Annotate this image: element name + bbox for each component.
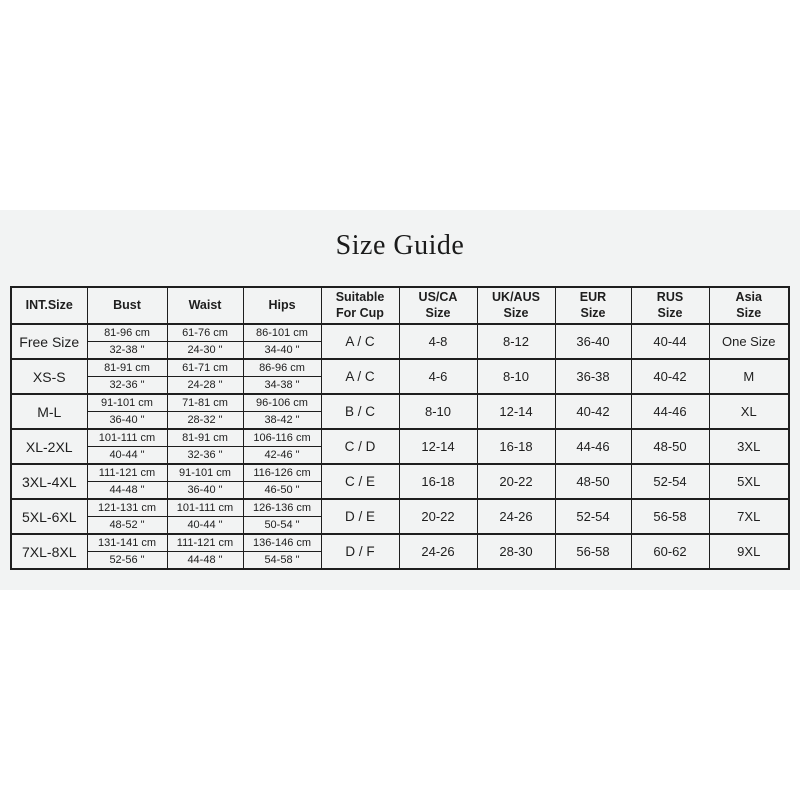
bust-inch-cell: 40-44 "	[87, 447, 167, 465]
ukaus-size-cell: 12-14	[477, 394, 555, 429]
table-row	[11, 324, 789, 342]
hips-inch-cell: 50-54 "	[243, 517, 321, 535]
size-table	[10, 286, 790, 570]
ukaus-size-cell: 24-26	[477, 499, 555, 534]
asia-size-cell: One Size	[709, 324, 789, 359]
asia-size-cell: XL	[709, 394, 789, 429]
hips-inch-cell: 34-38 "	[243, 377, 321, 395]
eur-size-cell: 56-58	[555, 534, 631, 569]
int-size-cell: M-L	[11, 394, 87, 429]
cup-cell: A / C	[321, 324, 399, 359]
eur-size-cell: 40-42	[555, 394, 631, 429]
waist-cm-cell: 61-76 cm	[167, 324, 243, 342]
eur-size-cell: 52-54	[555, 499, 631, 534]
rus-size-cell: 48-50	[631, 429, 709, 464]
cup-cell: A / C	[321, 359, 399, 394]
waist-cm-cell: 101-111 cm	[167, 499, 243, 517]
usca-size-cell: 24-26	[399, 534, 477, 569]
bust-inch-cell: 44-48 "	[87, 482, 167, 500]
hips-inch-cell: 46-50 "	[243, 482, 321, 500]
rus-size-cell: 52-54	[631, 464, 709, 499]
cup-cell: D / E	[321, 499, 399, 534]
waist-cm-cell: 111-121 cm	[167, 534, 243, 552]
rus-size-cell: 60-62	[631, 534, 709, 569]
table-row	[11, 464, 789, 482]
int-size-cell: Free Size	[11, 324, 87, 359]
size-guide-panel	[0, 210, 800, 590]
bust-cm-cell: 81-91 cm	[87, 359, 167, 377]
hips-inch-cell: 54-58 "	[243, 552, 321, 570]
int-size-cell: 3XL-4XL	[11, 464, 87, 499]
cup-cell: B / C	[321, 394, 399, 429]
hips-cm-cell: 96-106 cm	[243, 394, 321, 412]
asia-size-cell: 7XL	[709, 499, 789, 534]
waist-inch-cell: 44-48 "	[167, 552, 243, 570]
bust-inch-cell: 52-56 "	[87, 552, 167, 570]
bust-cm-cell: 101-111 cm	[87, 429, 167, 447]
hips-cm-cell: 106-116 cm	[243, 429, 321, 447]
table-row	[11, 534, 789, 552]
usca-size-cell: 4-8	[399, 324, 477, 359]
column-header: Hips	[243, 287, 321, 324]
bust-cm-cell: 91-101 cm	[87, 394, 167, 412]
eur-size-cell: 44-46	[555, 429, 631, 464]
hips-cm-cell: 86-101 cm	[243, 324, 321, 342]
ukaus-size-cell: 8-12	[477, 324, 555, 359]
column-header: Suitable For Cup	[321, 287, 399, 324]
bust-cm-cell: 121-131 cm	[87, 499, 167, 517]
table-row	[11, 394, 789, 412]
ukaus-size-cell: 20-22	[477, 464, 555, 499]
int-size-cell: XS-S	[11, 359, 87, 394]
ukaus-size-cell: 16-18	[477, 429, 555, 464]
int-size-cell: 5XL-6XL	[11, 499, 87, 534]
usca-size-cell: 4-6	[399, 359, 477, 394]
waist-inch-cell: 36-40 "	[167, 482, 243, 500]
column-header: RUS Size	[631, 287, 709, 324]
hips-cm-cell: 136-146 cm	[243, 534, 321, 552]
ukaus-size-cell: 28-30	[477, 534, 555, 569]
column-header: Waist	[167, 287, 243, 324]
hips-cm-cell: 116-126 cm	[243, 464, 321, 482]
bust-inch-cell: 36-40 "	[87, 412, 167, 430]
hips-inch-cell: 42-46 "	[243, 447, 321, 465]
bust-cm-cell: 131-141 cm	[87, 534, 167, 552]
waist-inch-cell: 24-28 "	[167, 377, 243, 395]
usca-size-cell: 16-18	[399, 464, 477, 499]
asia-size-cell: 3XL	[709, 429, 789, 464]
column-header: UK/AUS Size	[477, 287, 555, 324]
int-size-cell: 7XL-8XL	[11, 534, 87, 569]
eur-size-cell: 36-38	[555, 359, 631, 394]
column-header: Asia Size	[709, 287, 789, 324]
usca-size-cell: 20-22	[399, 499, 477, 534]
eur-size-cell: 36-40	[555, 324, 631, 359]
header-row	[11, 287, 789, 324]
hips-cm-cell: 126-136 cm	[243, 499, 321, 517]
eur-size-cell: 48-50	[555, 464, 631, 499]
usca-size-cell: 12-14	[399, 429, 477, 464]
bust-inch-cell: 32-36 "	[87, 377, 167, 395]
waist-inch-cell: 28-32 "	[167, 412, 243, 430]
waist-inch-cell: 32-36 "	[167, 447, 243, 465]
ukaus-size-cell: 8-10	[477, 359, 555, 394]
cup-cell: C / D	[321, 429, 399, 464]
waist-cm-cell: 81-91 cm	[167, 429, 243, 447]
page-title: Size Guide	[335, 230, 465, 261]
waist-cm-cell: 71-81 cm	[167, 394, 243, 412]
rus-size-cell: 40-44	[631, 324, 709, 359]
cup-cell: D / F	[321, 534, 399, 569]
column-header: INT.Size	[11, 287, 87, 324]
asia-size-cell: 5XL	[709, 464, 789, 499]
bust-cm-cell: 81-96 cm	[87, 324, 167, 342]
cup-cell: C / E	[321, 464, 399, 499]
table-row	[11, 499, 789, 517]
rus-size-cell: 44-46	[631, 394, 709, 429]
rus-size-cell: 40-42	[631, 359, 709, 394]
column-header: EUR Size	[555, 287, 631, 324]
bust-inch-cell: 32-38 "	[87, 342, 167, 360]
table-body	[11, 324, 789, 569]
column-header: US/CA Size	[399, 287, 477, 324]
column-header: Bust	[87, 287, 167, 324]
bust-inch-cell: 48-52 "	[87, 517, 167, 535]
asia-size-cell: 9XL	[709, 534, 789, 569]
hips-cm-cell: 86-96 cm	[243, 359, 321, 377]
table-head	[11, 287, 789, 324]
asia-size-cell: M	[709, 359, 789, 394]
table-row	[11, 429, 789, 447]
hips-inch-cell: 38-42 "	[243, 412, 321, 430]
bust-cm-cell: 111-121 cm	[87, 464, 167, 482]
waist-inch-cell: 24-30 "	[167, 342, 243, 360]
waist-cm-cell: 61-71 cm	[167, 359, 243, 377]
int-size-cell: XL-2XL	[11, 429, 87, 464]
rus-size-cell: 56-58	[631, 499, 709, 534]
hips-inch-cell: 34-40 "	[243, 342, 321, 360]
table-row	[11, 359, 789, 377]
waist-inch-cell: 40-44 "	[167, 517, 243, 535]
usca-size-cell: 8-10	[399, 394, 477, 429]
waist-cm-cell: 91-101 cm	[167, 464, 243, 482]
